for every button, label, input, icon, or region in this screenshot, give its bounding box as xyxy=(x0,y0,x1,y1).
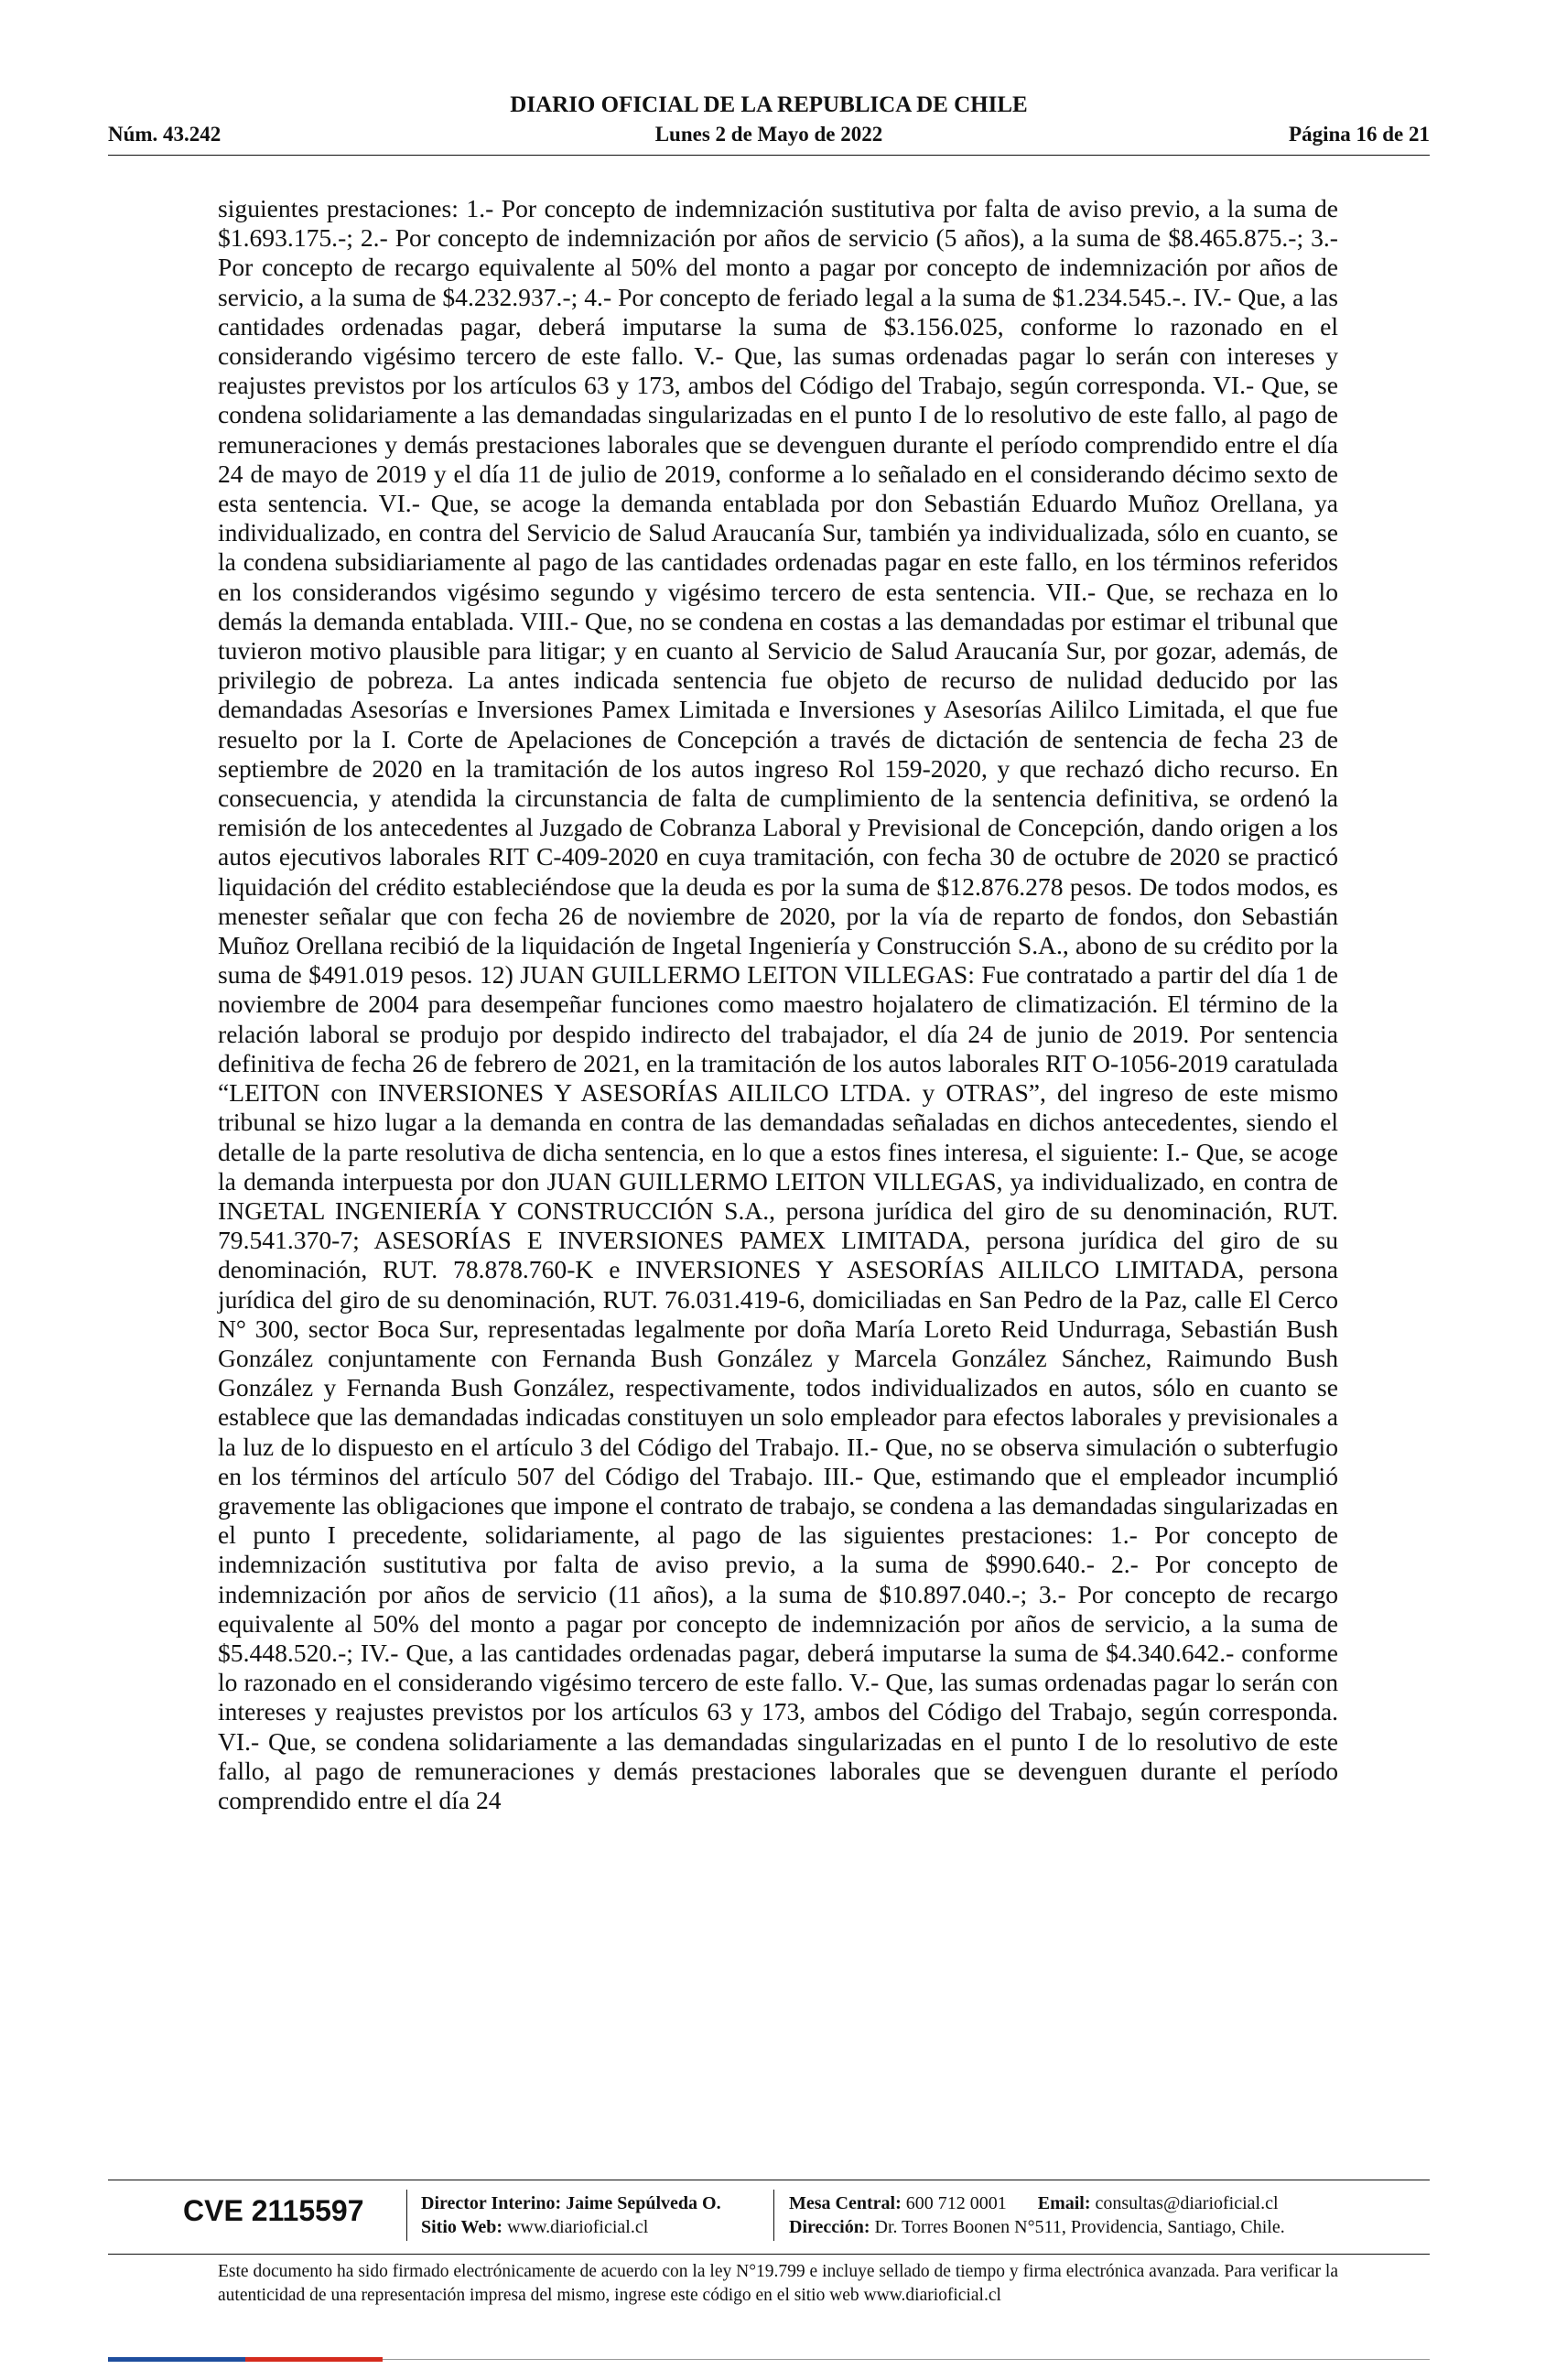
bottom-rule xyxy=(383,2359,1430,2360)
header-rule xyxy=(108,155,1430,156)
phone-label: Mesa Central: xyxy=(789,2193,902,2213)
publication-title: DIARIO OFICIAL DE LA REPUBLICA DE CHILE xyxy=(510,92,1028,117)
website-link[interactable]: www.diarioficial.cl xyxy=(507,2217,649,2237)
email-link[interactable]: consultas@diarioficial.cl xyxy=(1095,2193,1279,2213)
phone-value: 600 712 0001 xyxy=(905,2193,1007,2213)
address-line xyxy=(789,2215,1285,2239)
footer-divider xyxy=(406,2190,407,2241)
director-label: Director Interino: xyxy=(421,2193,562,2213)
page-header xyxy=(108,92,1430,150)
issue-number: Núm. 43.242 xyxy=(108,123,222,146)
website-line xyxy=(421,2215,721,2239)
website-label: Sitio Web: xyxy=(421,2217,503,2237)
flag-red-segment xyxy=(245,2357,383,2362)
phone-email-line xyxy=(789,2191,1285,2215)
flag-blue-segment xyxy=(108,2357,245,2362)
address-label: Dirección: xyxy=(789,2217,870,2237)
footer-divider xyxy=(773,2190,774,2241)
issue-date: Lunes 2 de Mayo de 2022 xyxy=(654,123,883,146)
legal-rule xyxy=(108,2254,1430,2255)
email-label: Email: xyxy=(1037,2193,1091,2213)
director-line xyxy=(421,2191,721,2215)
body-text: siguientes prestaciones: 1.- Por concepto de indemnización sustitutiva por falta de aviso previo, a la suma de $1.693.175.-; 2.- Por concepto de indemnización por años de servicio (5 años), a la suma de $8.465.875.-; 3.- Por concepto de recargo equivalente al 50% del monto a pagar por concepto de indemnización por años de servicio, a la suma de $4.232.937.-; 4.- Por concepto de feriado legal a la suma de $1.234.545.-. IV.- Que, a las cantidades ordenadas pagar, deberá imputarse la suma de $3.156.025, conforme lo razonado en el considerando vigésimo tercero de este fallo. V.- Que, las sumas ordenadas pagar lo serán con intereses y reajustes previstos por los artículos 63 y 173, ambos del Código del Trabajo, según corresponda. VI.- Que, se condena solidariamente a las demandadas singularizadas en el punto I de lo resolutivo de este fallo, al pago de remuneraciones y demás prestaciones laborales que se devenguen durante el período comprendido entre el día 24 de mayo de 2019 y el día 11 de julio de 2019, conforme a lo señalado en el considerando décimo sexto de esta sentencia. VI.- Que, se acoge la demanda entablada por don Sebastián Eduardo Muñoz Orellana, ya individualizado, en contra del Servicio de Salud Araucanía Sur, también ya individualizada, sólo en cuanto, se la condena subsidiariamente al pago de las cantidades ordenadas pagar en este fallo, en los términos referidos en los considerandos vigésimo segundo y vigésimo tercero de esta sentencia. VII.- Que, se rechaza en lo demás la demanda entablada. VIII.- Que, no se condena en costas a las demandadas por estimar el tribunal que tuvieron motivo plausible para litigar; y en cuanto al Servicio de Salud Araucanía Sur, por gozar, además, de privilegio de pobreza. La antes indicada sentencia fue objeto de recurso de nulidad deducido por las demandadas Asesorías e Inversiones Pamex Limitada e Inversiones y Asesorías Aililco Limitada, el que fue resuelto por la I. Corte de Apelaciones de Concepción a través de dictación de sentencia de fecha 23 de septiembre de 2020 en la tramitación de los autos ingreso Rol 159-2020, y que rechazó dicho recurso. En consecuencia, y atendida la circunstancia de falta de cumplimiento de la sentencia definitiva, se ordenó la remisión de los antecedentes al Juzgado de Cobranza Laboral y Previsional de Concepción, dando origen a los autos ejecutivos laborales RIT C-409-2020 en cuya tramitación, con fecha 30 de octubre de 2020 se practicó liquidación del crédito estableciéndose que la deuda es por la suma de $12.876.278 pesos. De todos modos, es menester señalar que con fecha 26 de noviembre de 2020, por la vía de reparto de fondos, don Sebastián Muñoz Orellana recibió de la liquidación de Ingetal Ingeniería y Construcción S.A., abono de su crédito por la suma de $491.019 pesos. 12) JUAN GUILLERMO LEITON VILLEGAS: Fue contratado a partir del día 1 de noviembre de 2004 para desempeñar funciones como maestro hojalatero de climatización. El término de la relación laboral se produjo por despido indirecto del trabajador, el día 24 de junio de 2019. Por sentencia definitiva de fecha 26 de febrero de 2021, en la tramitación de los autos laborales RIT O-1056-2019 caratulada “LEITON con INVERSIONES Y ASESORÍAS AILILCO LTDA. y OTRAS”, del ingreso de este mismo tribunal se hizo lugar a la demanda en contra de las demandadas señaladas en dichos antecedentes, siendo el detalle de la parte resolutiva de dicha sentencia, en lo que a estos fines interesa, el siguiente: I.- Que, se acoge la demanda interpuesta por don JUAN GUILLERMO LEITON VILLEGAS, ya individualizado, en contra de INGETAL INGENIERÍA Y CONSTRUCCIÓN S.A., persona jurídica del giro de su denominación, RUT. 79.541.370-7; ASESORÍAS E INVERSIONES PAMEX LIMITADA, persona jurídica del giro de su denominación, RUT. 78.878.760-K e INVERSIONES Y ASESORÍAS AILILCO LIMITADA, persona jurídica del giro de su denominación, RUT. 76.031.419-6, domiciliadas en San Pedro de la Paz, calle El Cerco N° 300, sector Boca Sur, representadas legalmente por doña María Loreto Reid Undurraga, Sebastián Bush González conjuntamente con Fernanda Bush González y Marcela González Sánchez, Raimundo Bush González y Fernanda Bush González, respectivamente, todos individualizados en autos, sólo en cuanto se establece que las demandadas indicadas constituyen un solo empleador para efectos laborales y previsionales a la luz de lo dispuesto en el artículo 3 del Código del Trabajo. II.- Que, no se observa simulación o subterfugio en los términos del artículo 507 del Código del Trabajo. III.- Que, estimando que el empleador incumplió gravemente las obligaciones que impone el contrato de trabajo, se condena a las demandadas singularizadas en el punto I precedente, solidariamente, al pago de las siguientes prestaciones: 1.- Por concepto de indemnización sustitutiva por falta de aviso previo, a la suma de $990.640.- 2.- Por concepto de indemnización por años de servicio (11 años), a la suma de $10.897.040.-; 3.- Por concepto de recargo equivalente al 50% del monto a pagar por concepto de indemnización por años de servicio, a la suma de $5.448.520.-; IV.- Que, a las cantidades ordenadas pagar, deberá imputarse la suma de $4.340.642.- conforme lo razonado en el considerando vigésimo tercero de este fallo. V.- Que, las sumas ordenadas pagar lo serán con intereses y reajustes previstos por los artículos 63 y 173, ambos del Código del Trabajo, según corresponda. VI.- Que, se condena solidariamente a las demandadas singularizadas en el punto I de lo resolutivo de este fallo, al pago de remuneraciones y demás prestaciones laborales que se devenguen durante el período comprendido entre el día 24 xyxy=(218,194,1338,1814)
footer-contact-right xyxy=(789,2191,1285,2239)
cve-code: CVE 2115597 xyxy=(183,2194,364,2227)
footer-contact-left xyxy=(421,2191,721,2239)
address-value: Dr. Torres Boonen N°511, Providencia, Santiago, Chile. xyxy=(874,2217,1285,2237)
director-name: Jaime Sepúlveda O. xyxy=(566,2193,721,2213)
legal-notice: Este documento ha sido firmado electrónicamente de acuerdo con la ley N°19.799 e incluye sellado de tiempo y firma electrónica avanzada. Para verificar la autenticidad de una representación impresa del mismo, ingrese este código en el sitio web www.diarioficial.cl xyxy=(218,2262,1338,2305)
flag-stripe xyxy=(108,2357,383,2362)
page-indicator: Página 16 de 21 xyxy=(1289,123,1430,146)
